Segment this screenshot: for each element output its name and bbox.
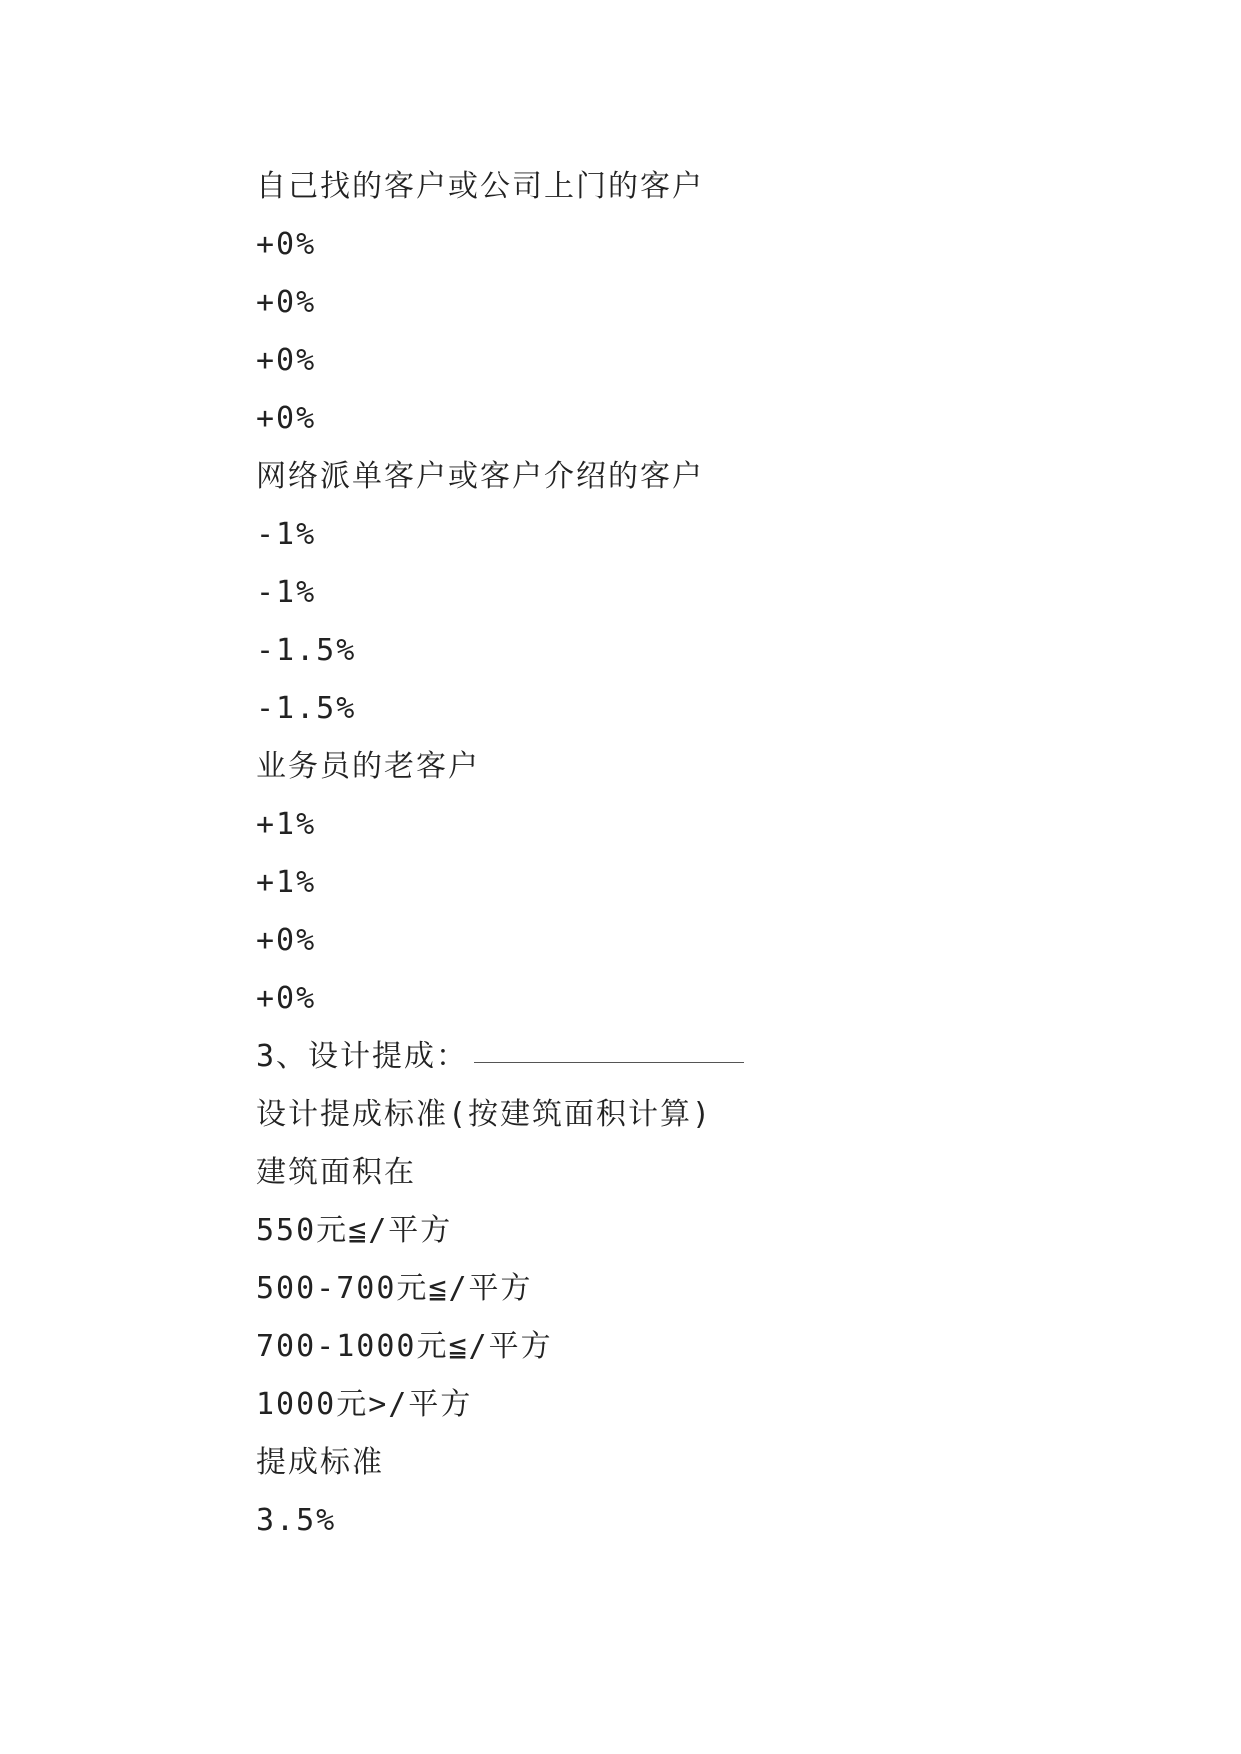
text-line-building-area: 建筑面积在 (256, 1155, 416, 1190)
text-line-rate: +0% (256, 401, 317, 436)
text-line-price-range: 700-1000元≦/平方 (256, 1329, 553, 1364)
text-line-rate: +0% (256, 923, 317, 958)
text-line-rate: +0% (256, 227, 317, 262)
fill-in-blank-line (474, 1028, 744, 1063)
text-line-rate: +0% (256, 981, 317, 1016)
document-body (256, 158, 1016, 1550)
text-line-rate: +1% (256, 807, 317, 842)
design-commission-heading (256, 1028, 1016, 1086)
text-line-rate: +0% (256, 343, 317, 378)
text-line-price-range: 500-700元≦/平方 (256, 1271, 533, 1306)
text-line-self-found-clients: 自己找的客户或公司上门的客户 (256, 169, 704, 204)
text-line-rate: -1% (256, 517, 317, 552)
text-line-online-referral-clients: 网络派单客户或客户介绍的客户 (256, 459, 704, 494)
text-line-price-range: 550元≦/平方 (256, 1213, 453, 1248)
text-line-design-commission-standard: 设计提成标准(按建筑面积计算) (256, 1097, 713, 1132)
design-commission-label: 3、设计提成： (256, 1039, 469, 1074)
text-line-rate: 3.5% (256, 1503, 337, 1538)
text-line-commission-standard: 提成标准 (256, 1445, 384, 1480)
text-line-rate: -1% (256, 575, 317, 610)
text-line-price-range: 1000元>/平方 (256, 1387, 473, 1422)
text-line-rate: +1% (256, 865, 317, 900)
text-line-rate: +0% (256, 285, 317, 320)
text-line-rate: -1.5% (256, 691, 357, 726)
text-line-salesperson-old-clients: 业务员的老客户 (256, 749, 480, 784)
text-line-rate: -1.5% (256, 633, 357, 668)
